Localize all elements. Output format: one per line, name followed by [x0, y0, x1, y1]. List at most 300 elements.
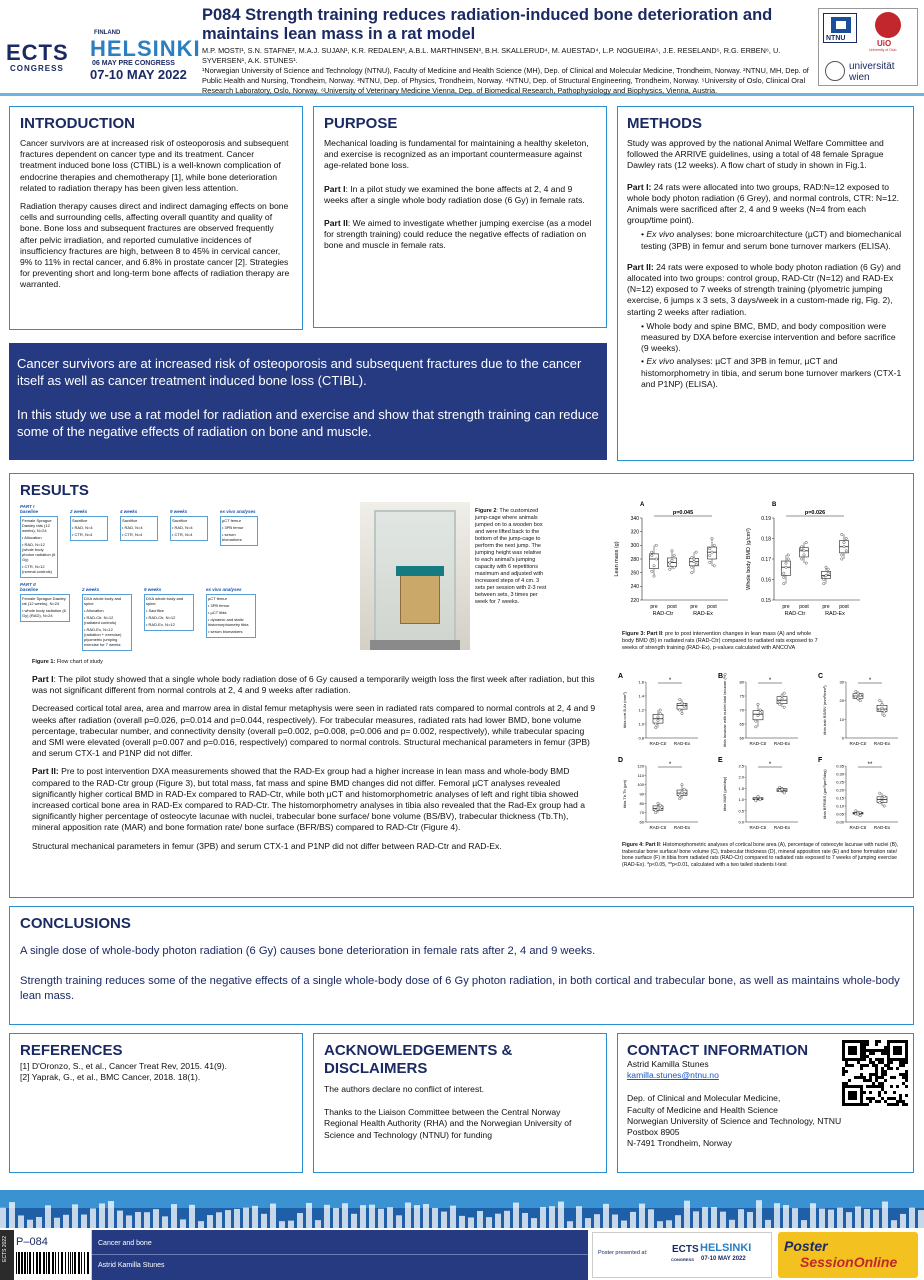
category-label: RAD-Ex: [873, 741, 891, 746]
poster-session-logo-2: SessionOnline: [800, 1254, 898, 1270]
data-point: [825, 566, 827, 568]
qr-module: [875, 1049, 878, 1052]
flow-col-head: 4 weeks: [120, 509, 138, 514]
data-point: [651, 551, 653, 553]
references-section: [9, 1033, 303, 1173]
data-point: [755, 720, 757, 722]
qr-module: [881, 1061, 884, 1064]
skyline-building: [9, 1202, 15, 1228]
author-list: [202, 46, 812, 96]
qr-module: [842, 1082, 845, 1085]
methods-heading: METHODS: [627, 115, 702, 132]
panel-label: A: [640, 502, 645, 508]
data-point: [783, 706, 785, 708]
time-label: post: [799, 604, 809, 610]
qr-module: [866, 1064, 869, 1067]
reference-item-2: [2] Yaprak, G., et al., BMC Cancer, 2018. 18(1).: [20, 1072, 201, 1083]
results-part2-label: Part II:: [32, 766, 59, 777]
data-point: [691, 566, 693, 568]
barcode-bar: [87, 1252, 89, 1274]
skyline-building: [0, 1208, 6, 1228]
skyline-building: [918, 1210, 924, 1228]
figure-3-caption: [622, 631, 822, 652]
qr-module: [842, 1067, 845, 1070]
data-point: [681, 702, 683, 704]
qr-module: [905, 1073, 908, 1076]
skyline-building: [783, 1205, 789, 1228]
figure-1-caption-text: Flow chart of study: [55, 659, 103, 665]
qr-module: [881, 1097, 884, 1100]
ects-logo-text: ECTS: [6, 40, 69, 65]
key-message-box: [9, 343, 607, 460]
purpose-section: [313, 106, 607, 328]
y-tick-label: 0.00: [836, 819, 844, 825]
qr-module: [863, 1055, 866, 1058]
skyline-building: [540, 1207, 546, 1228]
data-point: [785, 562, 787, 564]
time-label: pre: [690, 604, 698, 610]
skyline-building: [90, 1208, 96, 1228]
poster-title: P084 Strength training reduces radiation-induced bone deterioration and maintains lean mass in a rat model: [202, 6, 773, 43]
data-point: [709, 561, 711, 563]
qr-module: [863, 1043, 866, 1046]
qr-module: [872, 1049, 875, 1052]
qr-module: [881, 1070, 884, 1073]
skyline-building: [234, 1209, 240, 1228]
flow-item: Female Sprague Dawley rats (12 weeks), N=24: [22, 518, 52, 533]
data-point: [651, 554, 653, 556]
barcode-bar: [29, 1252, 31, 1274]
data-point: [781, 695, 783, 697]
y-tick-label: 60: [739, 735, 744, 741]
skyline-building: [18, 1215, 24, 1228]
skyline-building: [531, 1218, 537, 1228]
qr-module: [866, 1040, 869, 1043]
skyline-building: [288, 1221, 294, 1228]
qr-module: [860, 1064, 863, 1067]
qr-module: [866, 1055, 869, 1058]
methods-b1-em: Ex vivo: [646, 229, 675, 240]
barcode-bar: [65, 1252, 66, 1274]
qr-module: [887, 1061, 890, 1064]
qr-module: [890, 1076, 893, 1079]
qr-module: [857, 1061, 860, 1064]
qr-module: [899, 1073, 902, 1076]
data-point: [881, 703, 883, 705]
skyline-building: [243, 1208, 249, 1228]
data-point: [711, 537, 713, 539]
purpose-heading: PURPOSE: [324, 115, 398, 132]
qr-module: [905, 1061, 908, 1064]
data-point: [713, 544, 715, 546]
contact-email-link[interactable]: kamilla.stunes@ntnu.no: [627, 1070, 719, 1081]
skyline-building: [171, 1204, 177, 1228]
skyline-building: [198, 1221, 204, 1228]
skyline-building: [54, 1218, 60, 1228]
data-point: [669, 561, 671, 563]
significance-label: *: [768, 762, 772, 768]
skyline-building: [765, 1220, 771, 1228]
qr-module: [887, 1064, 890, 1067]
acknowledgements-heading: ACKNOWLEDGEMENTS & DISCLAIMERS: [324, 1042, 513, 1077]
data-point: [679, 797, 681, 799]
data-point: [855, 696, 857, 698]
contact-address-5: N-7491 Trondheim, Norway: [627, 1138, 733, 1149]
data-point: [879, 709, 881, 711]
flow-item: • 3PB femur: [208, 603, 230, 608]
group-label: RAD-Ctr: [784, 611, 806, 617]
qr-module: [875, 1073, 878, 1076]
skyline-building: [414, 1205, 420, 1228]
y-tick-label: 1.0: [738, 797, 744, 803]
skyline-building: [396, 1215, 402, 1228]
qr-module: [848, 1079, 851, 1082]
qr-finder-core: [848, 1091, 857, 1100]
skyline-building: [504, 1211, 510, 1228]
qr-module: [893, 1097, 896, 1100]
data-point: [827, 572, 829, 574]
figure-4-caption: [622, 842, 910, 868]
group-label: RAD-Ex: [825, 611, 845, 617]
qr-module: [905, 1079, 908, 1082]
contact-address-2: Faculty of Medicine and Health Science: [627, 1104, 778, 1115]
qr-module: [902, 1061, 905, 1064]
flow-item: µCT femur: [222, 518, 241, 523]
skyline-building: [585, 1218, 591, 1228]
qr-module: [869, 1097, 872, 1100]
qr-module: [881, 1067, 884, 1070]
flow-item: • Allocation: [22, 535, 42, 540]
y-tick-label: 240: [630, 584, 639, 591]
contact-heading: CONTACT INFORMATION: [627, 1042, 809, 1059]
results-part1-label: Part I: [32, 674, 54, 684]
finland-text: FINLAND: [94, 30, 121, 36]
y-tick-label: 80: [739, 679, 744, 685]
qr-module: [878, 1040, 881, 1043]
skyline-building: [621, 1221, 627, 1228]
data-point: [659, 804, 661, 806]
y-axis-label: tibia lacunae with nuclei total lacunae (%): [722, 673, 727, 747]
data-point: [709, 548, 711, 550]
data-point: [755, 726, 757, 728]
significance-label: **: [867, 762, 873, 768]
contact-section: [617, 1033, 914, 1173]
flow-box: [20, 594, 70, 622]
figure-4-caption-label: Figure 4: Part II: [622, 842, 660, 848]
y-tick-label: 75: [739, 693, 744, 699]
qr-module: [863, 1091, 866, 1094]
data-point: [681, 712, 683, 714]
skyline-building: [513, 1203, 519, 1228]
significance-label: *: [668, 678, 672, 684]
data-point: [669, 568, 671, 570]
qr-module: [878, 1049, 881, 1052]
figure-3-charts: [610, 500, 870, 632]
qr-module: [869, 1058, 872, 1061]
skyline-building: [549, 1206, 555, 1228]
data-point: [659, 712, 661, 714]
barcode-bar: [39, 1252, 41, 1274]
skyline-building: [522, 1213, 528, 1228]
purpose-part2-text: : We aimed to investigate whether jumping exercise (as a model for strength training) could reduce the negative effects of radiation on bone and muscle in female rats.: [324, 218, 592, 251]
skyline-building: [594, 1214, 600, 1228]
data-point: [695, 563, 697, 565]
skyline-building: [369, 1205, 375, 1228]
qr-module: [881, 1052, 884, 1055]
y-tick-label: 1.0: [638, 721, 644, 727]
panel-label: C: [818, 673, 824, 680]
qr-module: [884, 1073, 887, 1076]
flow-col-head: 2 weeks: [70, 509, 88, 514]
data-point: [671, 550, 673, 552]
skyline-building: [891, 1220, 897, 1228]
skyline-building: [333, 1208, 339, 1228]
methods-part2-text: 24 rats were exposed to whole body photon radiation (6 Gy) and allocated into two groups: control group, RAD-Ctr (N=12) and RAD-Ex (N=12) exposed to 7 weeks of strength training (plyometric jumping exercise, 6 jumps x 3 sets, 3 days/week in a custom-made rig, Fig. 2), starting 2 weeks after radiation.: [627, 261, 901, 317]
qr-module: [869, 1061, 872, 1064]
barcode-bar: [27, 1252, 28, 1274]
data-point: [653, 575, 655, 577]
qr-module: [884, 1100, 887, 1103]
panel-label: A: [618, 673, 624, 680]
category-label: RAD-Ex: [773, 825, 791, 830]
y-axis-label: tibia MAR (µm/day): [722, 776, 727, 812]
data-point: [669, 565, 671, 567]
qr-module: [890, 1085, 893, 1088]
flow-item: Sacrifice: [72, 518, 88, 523]
introduction-p2: Radiation therapy causes direct and indirect damaging effects on bone cells and surrounding cells, affecting overall quantity and quality of bone. Bone loss and subsequent fractures are observed frequently after pelvic irradiation, and reported cumulative incidences of insufficiency fractures are high, between 8 to 45% in cervical cancer, 9% to 11% in rectal cancer, and 6.8% in prostate cancer [2]. Strategies for preventing short and long-term bone affects of radiation therapy are warranted.: [20, 201, 290, 290]
uio-logo-text: UiO: [877, 39, 892, 48]
data-point: [843, 541, 845, 543]
skyline-building: [801, 1220, 807, 1228]
skyline-building: [45, 1205, 51, 1228]
acknowledgements-p2: Thanks to the Liaison Committee between the Central Norway Regional Health Authority (RHA) and the Norwegian University of Science and Technology (NTNU) for funding: [324, 1107, 572, 1140]
qr-module: [881, 1076, 884, 1079]
qr-module: [872, 1097, 875, 1100]
data-point: [693, 561, 695, 563]
skyline-building: [189, 1205, 195, 1228]
flow-col-head: ex vivo analyses: [220, 509, 256, 514]
qr-module: [854, 1076, 857, 1079]
key-message-p1: Cancer survivors are at increased risk of osteoporosis and subsequent fractures due to the cancer itself as well as cancer treatment induced bone loss (CTIBL).: [17, 356, 582, 388]
data-point: [783, 576, 785, 578]
data-point: [709, 554, 711, 556]
panel-label: D: [618, 757, 624, 764]
presented-at-label: Poster presented at:: [598, 1250, 648, 1256]
y-tick-label: 110: [637, 772, 644, 778]
qr-module: [890, 1097, 893, 1100]
methods-bullet-2: Whole body and spine BMC, BMD, and body composition were measured by DXA before exercise intervention and before sacrifice (9 weeks).: [641, 320, 896, 354]
qr-finder-core: [848, 1046, 857, 1055]
figure-1-caption-label: Figure 1:: [32, 659, 56, 665]
skyline-building: [576, 1206, 582, 1228]
group-label: RAD-Ctr: [652, 611, 674, 617]
skyline-building: [558, 1202, 564, 1228]
qr-module: [875, 1064, 878, 1067]
data-point: [655, 811, 657, 813]
data-point: [655, 723, 657, 725]
y-tick-label: 0.8: [638, 735, 644, 741]
conclusions-heading: CONCLUSIONS: [20, 915, 131, 932]
skyline-building: [603, 1204, 609, 1228]
data-point: [857, 692, 859, 694]
category-label: RAD-Ctr: [849, 741, 867, 746]
category-label: RAD-Ctr: [649, 825, 667, 830]
qr-module: [869, 1079, 872, 1082]
category-label: RAD-Ex: [673, 741, 691, 746]
qr-module: [893, 1103, 896, 1106]
qr-module: [872, 1085, 875, 1088]
qr-module: [845, 1070, 848, 1073]
flow-item: • Allocation: [84, 608, 104, 613]
qr-module: [881, 1088, 884, 1091]
y-tick-label: 80: [639, 800, 644, 806]
flow-item: • CTR, N=12 (normal controls): [22, 564, 53, 574]
qr-module: [881, 1049, 884, 1052]
qr-module: [869, 1100, 872, 1103]
data-point: [781, 788, 783, 790]
skyline-building: [180, 1219, 186, 1228]
category-label: RAD-Ctr: [749, 825, 767, 830]
skyline-building: [612, 1214, 618, 1228]
qr-module: [893, 1076, 896, 1079]
data-point: [805, 562, 807, 564]
data-point: [683, 788, 685, 790]
qr-module: [884, 1046, 887, 1049]
poster-session-logo-1: Poster: [784, 1238, 828, 1254]
data-point: [855, 810, 857, 812]
data-point: [671, 559, 673, 561]
data-point: [673, 554, 675, 556]
qr-module: [878, 1082, 881, 1085]
reference-item-1: [1] D'Oronzo, S., et al., Cancer Treat Rev, 2015. 41(9).: [20, 1061, 227, 1071]
barcode-bar: [24, 1252, 26, 1274]
key-message-p2: In this study we use a rat model for radiation and exercise and show that strength training can reduce some of the negative effects of radiation on bone and muscle.: [17, 407, 599, 439]
methods-b3-em: Ex vivo: [646, 356, 675, 367]
flow-item: • CTR, N=4: [122, 532, 143, 537]
skyline-building: [207, 1215, 213, 1228]
time-label: post: [667, 604, 677, 610]
data-point: [801, 548, 803, 550]
skyline-building: [36, 1217, 42, 1228]
flow-part2-label: PART II: [20, 582, 36, 587]
data-point: [883, 711, 885, 713]
data-point: [857, 813, 859, 815]
introduction-p1: Cancer survivors are at increased risk of osteoporosis and subsequent fractures dependent on cancer type and its treatment. Cancer treatment induced bone loss (CTIBL) is a well-known complication of endocrine therapies and chemotherapy [1], while bone deterioration related to radiation therapy has been given less attention.: [20, 138, 289, 193]
results-text: [32, 674, 598, 859]
qr-module: [902, 1064, 905, 1067]
time-label: pre: [822, 604, 830, 610]
y-tick-label: 10: [839, 716, 844, 722]
ects-helsinki-logo: [6, 20, 201, 82]
qr-module: [869, 1073, 872, 1076]
y-axis-label: tibia BFR/BS (µm³/µm²/day): [822, 769, 827, 819]
purpose-part2-label: Part II: [324, 218, 348, 229]
qr-code-icon[interactable]: [842, 1040, 908, 1106]
data-point: [681, 783, 683, 785]
qr-module: [878, 1094, 881, 1097]
panel-label: B: [718, 673, 724, 680]
data-point: [755, 800, 757, 802]
qr-module: [875, 1100, 878, 1103]
skyline-building: [846, 1212, 852, 1228]
skyline-building: [225, 1210, 231, 1228]
skyline-building: [738, 1209, 744, 1228]
uio-logo-subtext: University of Oslo: [869, 48, 897, 52]
results-p2: Decreased cortical total area, area and marrow area in distal femur metaphysis were seen in radiated rats compared to normal controls at 2, 4 and 9 weeks after radiation (overall p=0.026, p=0.014 and p=0.044, respectively). For trabecular measures, radiated rats had lower BMD, bone volume percentage, trabecular number, and connectivity density (overall p=0.002, p=0.008, p=0.006 and p= 0.002, respectively), while trabecular spacing and SMI were elevated (overall p=0.007 and p=0.016, respectively) compared to normal controls. Structural mechanical parameters in femur (3PB) and serum CTX-1 and P1NP did not differ.: [32, 703, 596, 759]
skyline-building: [567, 1221, 573, 1228]
time-label: post: [707, 604, 717, 610]
qr-module: [905, 1094, 908, 1097]
data-point: [679, 698, 681, 700]
qr-module: [884, 1079, 887, 1082]
barcode-bar: [84, 1252, 85, 1274]
methods-part1-text: 24 rats were allocated into two groups, RAD:N=12 exposed to whole body photon radiation (6 Grey), and normal controls, CTR: N=12. Animals were sacrificed after 2, 4 and 9 weeks (N=4 from each group/time point).: [627, 181, 900, 226]
helsinki-skyline-banner: [0, 1190, 924, 1228]
data-point: [673, 566, 675, 568]
methods-section: METHODS Study was approved by the national Animal Welfare Committee and followed the ARRIVE guidelines, using a total of 48 female Sprague Dawley rats (12 weeks). A flow chart of study in shown in Fig.1. Part I: 24 rats were allocated into two groups, RAD:N=12 exposed to whole body photon radiation (6 Grey), and normal controls, CTR: N=12. Animals were sacrificed after 2, 4 and 9 weeks (N=4 from each group/time point). • Ex vivo analyses: bone microarchitecture (µCT) and biomechanical testing (3PB) in femur and serum bone turnover markers (ELISA). Part II: 24 rats were exposed to whole body photon radiation (6 Gy) and allocated into two groups: control group, RAD-Ctr (N=12) and RAD-Ex (N=12) exposed to 7 weeks of strength training (plyometric jumping exercise, 6 jumps x 3 sets, 3 days/week in a custom-made rig, Fig. 2), starting 2 weeks after radiation. • Whole body and spine BMC, BMD, and body composition were measured by DXA before exercise intervention and before sacrifice (9 weeks). • Ex vivo analyses: µCT and 3PB in femur, µCT and histomorphometry in tibia, and serum bone turnover markers (CTX-1 and P1NP) (ELISA).: [617, 106, 914, 461]
flow-item: • Sacrifice: [146, 608, 164, 613]
data-point: [879, 802, 881, 804]
poster-header: [0, 0, 924, 96]
qr-module: [875, 1079, 878, 1082]
poster-presenter: Astrid Kamilla Stunes: [98, 1262, 165, 1269]
skyline-building: [315, 1220, 321, 1228]
flow-box: [170, 516, 208, 541]
flow-item: µCT femur: [208, 596, 227, 601]
results-p4: Structural mechanical parameters in femur (3PB) and serum CTX-1 and P1NP did not differ between RAD-Ctr and RAD-Ex.: [32, 840, 502, 851]
data-point: [859, 694, 861, 696]
skyline-building: [72, 1204, 78, 1228]
data-point: [857, 698, 859, 700]
skyline-building: [144, 1212, 150, 1228]
qr-module: [866, 1049, 869, 1052]
qr-module: [878, 1100, 881, 1103]
ntnu-logo-text: NTNU: [826, 35, 846, 42]
contact-address-1: Dep. of Clinical and Molecular Medicine,: [627, 1093, 781, 1104]
data-point: [787, 558, 789, 560]
data-point: [845, 550, 847, 552]
y-tick-label: 1.5: [738, 785, 744, 791]
y-tick-label: 280: [630, 556, 639, 563]
figure-4-charts: [610, 670, 910, 838]
qr-module: [899, 1094, 902, 1097]
flow-item: • whole body radiation (6 Gy) (RAD), N=24: [22, 608, 66, 618]
footer-ects-sub: CONGRESS: [671, 1257, 694, 1262]
results-heading: RESULTS: [20, 482, 89, 499]
y-tick-label: 0: [841, 735, 844, 741]
data-point: [757, 703, 759, 705]
flow-item: Sacrifice: [172, 518, 188, 523]
purpose-part1-text: : In a pilot study we examined the bone affects at 2, 4 and 9 weeks after a single whole body radiation dose (6 Gy) in female rats.: [324, 183, 585, 205]
y-tick-label: 1.2: [638, 707, 644, 713]
data-point: [683, 703, 685, 705]
data-point: [713, 565, 715, 567]
y-tick-label: 70: [639, 810, 644, 816]
data-point: [759, 709, 761, 711]
figure-3-caption-label: Figure 3: Part II: [622, 631, 663, 637]
skyline-building: [252, 1206, 258, 1228]
data-point: [757, 795, 759, 797]
qr-module: [869, 1052, 872, 1055]
qr-module: [905, 1070, 908, 1073]
y-tick-label: 0.15: [761, 597, 771, 604]
qr-module: [905, 1085, 908, 1088]
qr-module: [860, 1073, 863, 1076]
skyline-building: [423, 1204, 429, 1228]
skyline-building: [324, 1205, 330, 1228]
univie-logo-line2: wien: [849, 72, 870, 83]
data-point: [655, 558, 657, 560]
